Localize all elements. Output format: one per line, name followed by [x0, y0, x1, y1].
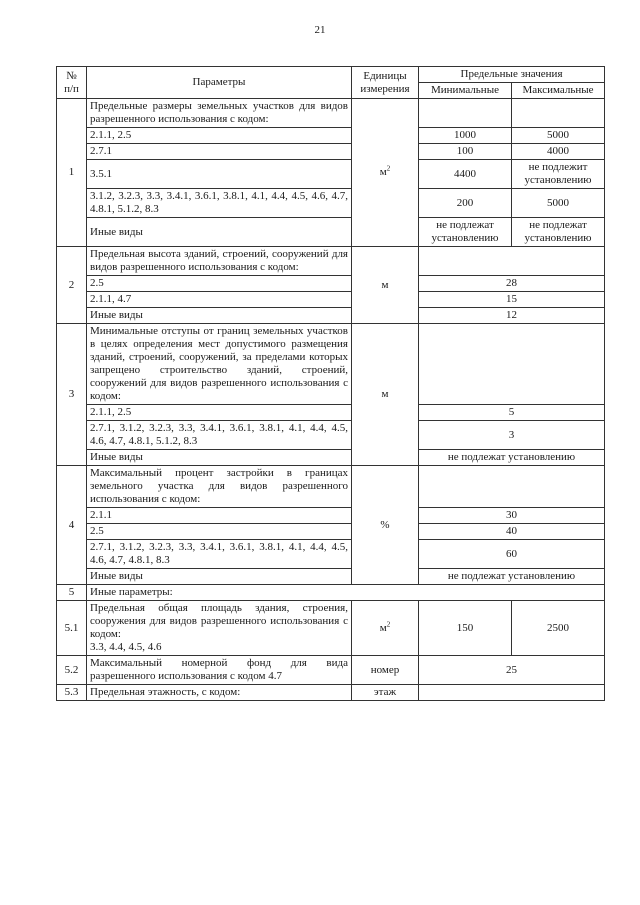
section-3-title: Минимальные отступы от границ земельных участков в целях определения мест допустимого размещения зданий, строений, сооружений, за пределами которых запрещено строительство зданий, строений, сооружений для видов разрешенного использования с кодом:	[87, 324, 352, 405]
row-codes: 2.7.1	[87, 144, 352, 160]
section-1-row	[57, 218, 605, 247]
row-min: не подлежат установлению	[419, 218, 512, 247]
row-codes: 2.7.1, 3.1.2, 3.2.3, 3.3, 3.4.1, 3.6.1, 3.8.1, 4.1, 4.4, 4.5, 4.6, 4.7, 4.8.1, 8.3	[87, 540, 352, 569]
section-1-row	[57, 128, 605, 144]
row-codes: Иные виды	[87, 308, 352, 324]
section-4-title-value	[419, 466, 605, 508]
section-5-title: Иные параметры:	[87, 585, 605, 601]
header-num	[57, 67, 87, 99]
row-value: не подлежат установлению	[419, 569, 605, 585]
row-codes: 2.1.1, 2.5	[87, 405, 352, 421]
section-3-row	[57, 421, 605, 450]
row-max: не подлежит установлению	[512, 160, 605, 189]
section-3-title-value	[419, 324, 605, 405]
section-2-row	[57, 276, 605, 292]
section-5-1-title-cell	[87, 601, 352, 656]
section-4-unit: %	[352, 466, 419, 585]
section-5-1-unit-sup: 2	[386, 619, 391, 628]
section-5-num: 5	[57, 585, 87, 601]
section-5-1-unit	[352, 601, 419, 656]
row-min: 4400	[419, 160, 512, 189]
row-codes: Иные виды	[87, 569, 352, 585]
header-num-b: п/п	[64, 82, 79, 95]
row-codes: 2.1.1, 4.7	[87, 292, 352, 308]
section-3-num: 3	[57, 324, 87, 466]
section-4-title-row	[57, 466, 605, 508]
page-number: 21	[314, 24, 326, 36]
section-4-row	[57, 524, 605, 540]
section-2-title: Предельная высота зданий, строений, сооружений для видов разрешенного использования с кодом:	[87, 247, 352, 276]
section-4-row	[57, 569, 605, 585]
section-5-1-num: 5.1	[57, 601, 87, 656]
section-2-title-row	[57, 247, 605, 276]
header-min: Минимальные	[419, 83, 512, 99]
row-max: не подлежат установлению	[512, 218, 605, 247]
section-1-unit-sup: 2	[386, 164, 391, 173]
row-max: 5000	[512, 128, 605, 144]
section-1-unit-base: м	[379, 166, 387, 178]
section-5-1-min: 150	[419, 601, 512, 656]
row-codes: 2.5	[87, 524, 352, 540]
section-5-1-row	[57, 601, 605, 656]
section-4-row	[57, 540, 605, 569]
section-5-1-unit-base: м	[379, 621, 387, 634]
section-4-title: Максимальный процент застройки в границах земельного участка для видов разрешенного использования с кодом:	[87, 466, 352, 508]
section-1-row	[57, 160, 605, 189]
row-max: 4000	[512, 144, 605, 160]
row-value: 60	[419, 540, 605, 569]
section-5-3-title: Предельная этажность, с кодом:	[87, 685, 352, 701]
row-min: 200	[419, 189, 512, 218]
row-codes: 2.1.1	[87, 508, 352, 524]
section-1-title-row	[57, 99, 605, 128]
row-codes: 2.1.1, 2.5	[87, 128, 352, 144]
section-3-row	[57, 405, 605, 421]
section-3-title-row	[57, 324, 605, 405]
section-5-2-num: 5.2	[57, 656, 87, 685]
section-2-num: 2	[57, 247, 87, 324]
section-1-row	[57, 189, 605, 218]
section-2-unit: м	[352, 247, 419, 324]
section-2-title-value	[419, 247, 605, 276]
row-value: 5	[419, 405, 605, 421]
section-5-3-value	[419, 685, 605, 701]
row-value: 12	[419, 308, 605, 324]
row-value: 15	[419, 292, 605, 308]
parameters-table	[56, 66, 605, 701]
section-5-2-title: Максимальный номерной фонд для вида разрешенного использования с кодом 4.7	[87, 656, 352, 685]
section-1-unit	[352, 99, 419, 247]
row-value: 28	[419, 276, 605, 292]
section-4-num: 4	[57, 466, 87, 585]
section-3-row	[57, 450, 605, 466]
section-1-title: Предельные размеры земельных участков для видов разрешенного использования с кодом:	[87, 99, 352, 128]
section-1-title-max	[512, 99, 605, 128]
header-units	[352, 67, 419, 99]
row-value: 40	[419, 524, 605, 540]
section-5-row	[57, 585, 605, 601]
header-units-b: измерения	[360, 82, 410, 95]
row-value: 3	[419, 421, 605, 450]
row-value: не подлежат установлению	[419, 450, 605, 466]
row-codes: 3.5.1	[87, 160, 352, 189]
section-2-row	[57, 308, 605, 324]
section-5-3-row	[57, 685, 605, 701]
section-5-1-max: 2500	[512, 601, 605, 656]
section-5-2-value: 25	[419, 656, 605, 685]
row-codes: Иные виды	[87, 218, 352, 247]
row-min: 100	[419, 144, 512, 160]
header-params: Параметры	[87, 67, 352, 99]
section-3-unit: м	[352, 324, 419, 466]
row-min: 1000	[419, 128, 512, 144]
section-1-title-min	[419, 99, 512, 128]
section-2-row	[57, 292, 605, 308]
section-5-3-num: 5.3	[57, 685, 87, 701]
header-units-a: Единицы	[363, 69, 407, 82]
section-4-row	[57, 508, 605, 524]
header-max: Максимальные	[512, 83, 605, 99]
row-codes: 3.1.2, 3.2.3, 3.3, 3.4.1, 3.6.1, 3.8.1, 4.1, 4.4, 4.5, 4.6, 4.7, 4.8.1, 5.1.2, 8.3	[87, 189, 352, 218]
section-1-num: 1	[57, 99, 87, 247]
section-5-2-unit: номер	[352, 656, 419, 685]
section-5-3-unit: этаж	[352, 685, 419, 701]
section-1-row	[57, 144, 605, 160]
header-num-a: №	[66, 69, 77, 82]
row-value: 30	[419, 508, 605, 524]
header-limits: Предельные значения	[419, 67, 605, 83]
row-codes: 2.7.1, 3.1.2, 3.2.3, 3.3, 3.4.1, 3.6.1, 3.8.1, 4.1, 4.4, 4.5, 4.6, 4.7, 4.8.1, 5.1.2, 8.3	[87, 421, 352, 450]
row-codes: 2.5	[87, 276, 352, 292]
row-codes: Иные виды	[87, 450, 352, 466]
section-5-1-codes: 3.3, 4.4, 4.5, 4.6	[90, 641, 162, 653]
header-row	[57, 67, 605, 83]
section-5-2-row	[57, 656, 605, 685]
row-max: 5000	[512, 189, 605, 218]
section-5-1-title: Предельная общая площадь здания, строения, сооружения для видов разрешенного использования с кодом:	[90, 602, 348, 640]
